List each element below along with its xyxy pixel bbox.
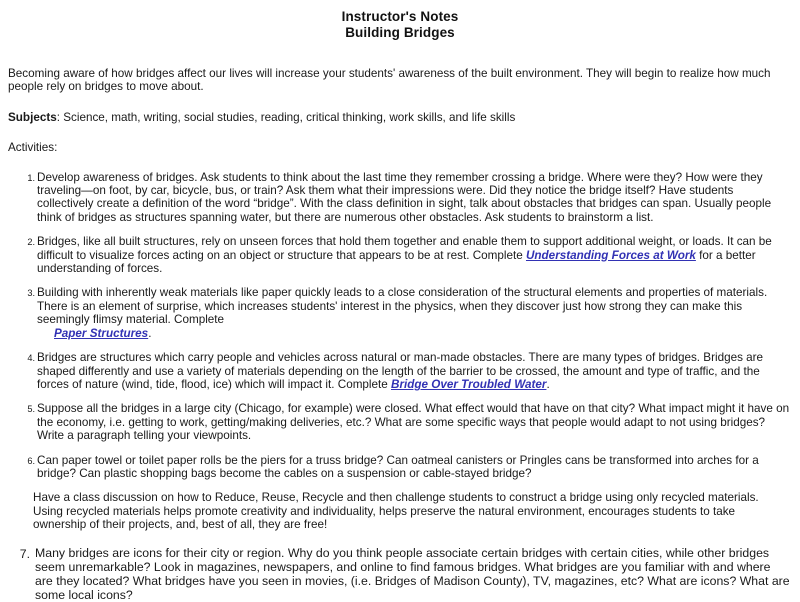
link-line	[37, 327, 791, 340]
page-title-line-1: Instructor's Notes	[341, 9, 459, 24]
list-item-text: Develop awareness of bridges. Ask students to think about the last time they remember crossing a bridge. Where were they? How were they traveling—on foot, by car, bicycle, bus, or train? Ask them what their impressions were. Did they notice the bridge itself? Have students collectively create a definition of the word “bridge”. With the class definition in sight, talk about obstacles that bridges can span. Usually people think of bridges as structures spanning water, but there are numerous other obstacles. Ask students to brainstorm a list.	[37, 170, 772, 224]
list-item	[8, 546, 791, 602]
intro-paragraph: Becoming aware of how bridges affect our lives will increase your students' awareness of the built environment. They will begin to realize how much people rely on bridges to move about.	[8, 67, 771, 94]
list-item-text-before-link: Bridges, like all built structures, rely on unseen forces that hold them together and enable them to support additional weight, or loads. It can be difficult to visualize forces acting on an object or structure that appears to be at rest. Complete	[37, 235, 772, 262]
list-item	[8, 235, 791, 275]
list-item-marker: 1.	[27, 172, 35, 183]
list-item-marker: 7.	[19, 546, 30, 561]
list-item-marker: 6.	[27, 455, 35, 466]
list-item-marker: 3.	[27, 288, 35, 299]
list-item	[8, 286, 791, 340]
list-item-text-after-link: .	[546, 377, 550, 391]
list-item-text-after-link: .	[148, 326, 152, 340]
link-paper-structures[interactable]: Paper Structures	[54, 326, 149, 340]
list-item-text	[37, 351, 791, 391]
document-header	[0, 0, 800, 40]
list-item	[8, 351, 791, 391]
list-item-text	[37, 286, 791, 340]
list-item-text: Many bridges are icons for their city or region. Why do you think people associate certain bridges with certain cities, while other bridges seem unremarkable? Look in magazines, newspapers, and online to find famous bridges. What bridges are you familiar with and where are they located? What bridges have you seen in movies, (i.e. Bridges of Madison County), TV, magazines, etc? What are icons? What are some local icons?	[35, 545, 790, 602]
activities-list	[8, 171, 791, 602]
subjects-label: Subjects	[8, 110, 57, 124]
subjects-separator: :	[56, 110, 64, 124]
link-bridge-over-troubled-water[interactable]: Bridge Over Troubled Water	[391, 377, 547, 391]
list-item-text: Suppose all the bridges in a large city (Chicago, for example) were closed. What effect would that have on that city? What impact might it have on the economy, i.e. getting to work, getting/making deliveries, etc.? What are some specific ways that people would adapt to not using bridges? Write a paragraph telling your viewpoints.	[37, 402, 790, 443]
list-item-text: Can paper towel or toilet paper rolls be the piers for a truss bridge? Can oatmeal canisters or Pringles cans be transformed into arches for a bridge? Can plastic shopping bags become the cables on a suspension or cable-stayed bridge?	[37, 453, 759, 480]
page-title-line-2: Building Bridges	[345, 24, 455, 40]
list-item-text-before-link: Bridges are structures which carry people and vehicles across natural or man-made obstacles. There are many types of bridges. Bridges are shaped differently and use a variety of materials depending on the length of the barrier to be crossed, the amount and type of traffic, and the forces of nature (wind, tide, flood, ice) which will impact it. Complete	[37, 351, 764, 391]
list-item-marker: 5.	[27, 404, 35, 415]
list-item-sub-paragraph: Have a class discussion on how to Reduce, Reuse, Recycle and then challenge students to construct a bridge using only recycled materials. Using recycled materials helps promote creativity and individuality, helps preserve the natural environment, encourages students to take ownership of their projects, and, best of all, they are free!	[33, 491, 759, 532]
list-item-text-before-link: Building with inherently weak materials like paper quickly leads to a close consideration of the structural elements and properties of materials. There is an element of surprise, which increases students' interest in the physics, when they discover just how strong they can make this seemingly flimsy material. Complete	[37, 286, 768, 327]
list-item	[8, 171, 791, 225]
link-understanding-forces-at-work[interactable]: Understanding Forces at Work	[525, 248, 696, 262]
subjects-paragraph	[8, 111, 791, 124]
activities-label: Activities:	[8, 141, 58, 155]
list-item	[8, 454, 791, 532]
list-item-marker: 4.	[27, 353, 35, 364]
document-content	[0, 67, 800, 602]
subjects-value: Science, math, writing, social studies, reading, critical thinking, work skills, and life skills	[63, 110, 516, 124]
list-item-text	[37, 235, 791, 275]
list-item-marker: 2.	[27, 237, 35, 248]
list-item	[8, 402, 791, 442]
list-item-text-after-link: for a better understanding of forces.	[37, 248, 756, 276]
